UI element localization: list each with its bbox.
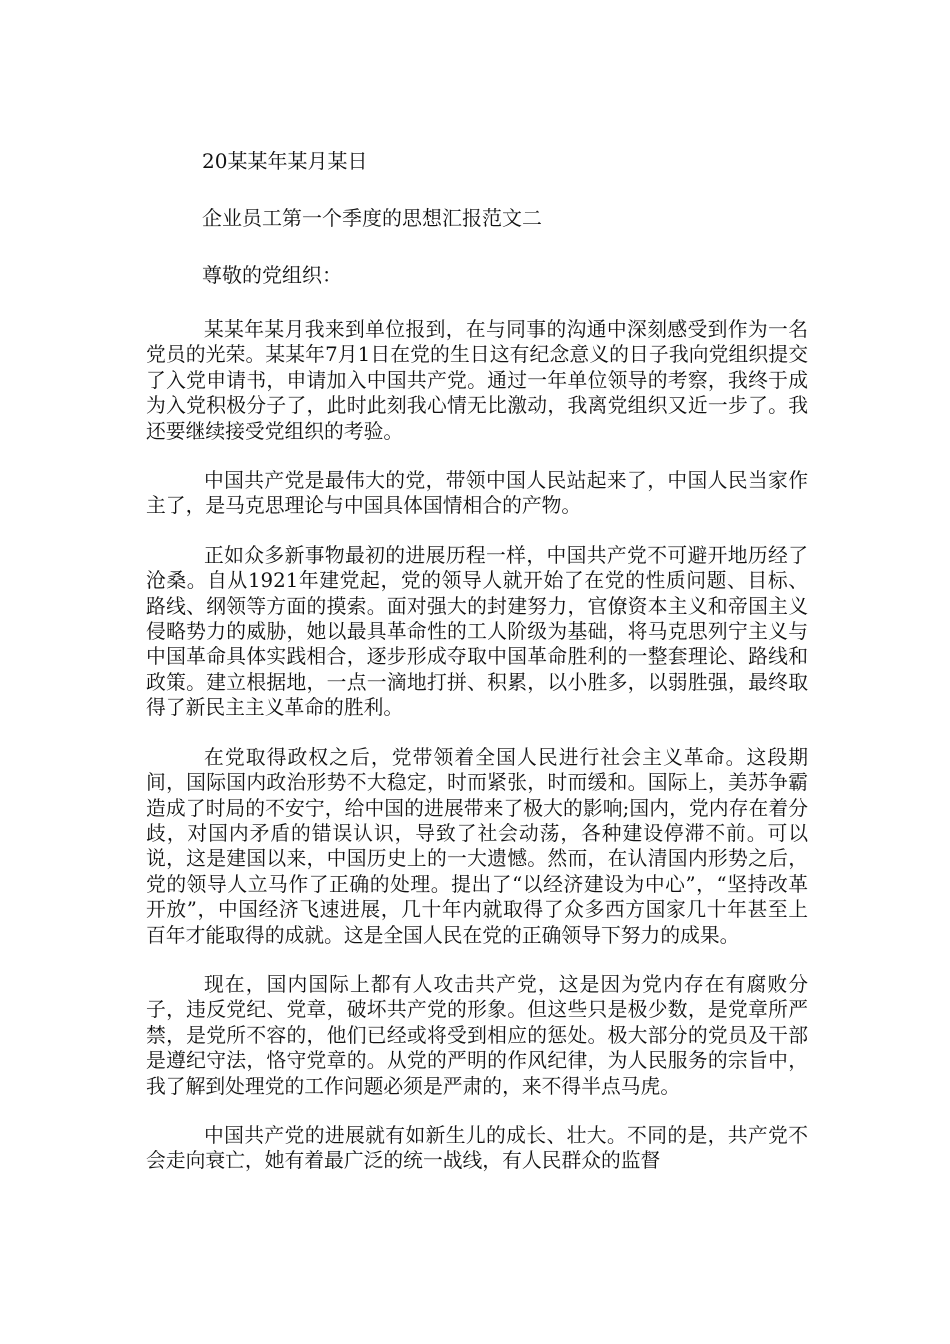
paragraph-2: 中国共产党是最伟大的党，带领中国人民站起来了，中国人民当家作主了，是马克思理论与中国具体国情相合的产物。 — [146, 469, 808, 518]
paragraph-6: 中国共产党的进展就有如新生儿的成长、壮大。不同的是，共产党不会走向衰亡，她有着最广泛的统一战线，有人民群众的监督 — [146, 1123, 808, 1173]
document-title: 企业员工第一个季度的思想汇报范文二 — [202, 206, 542, 230]
paragraph-3: 正如众多新事物最初的进展历程一样，中国共产党不可避开地历经了沧桑。自从1921年建党起，党的领导人就开始了在党的性质问题、目标、路线、纲领等方面的摸索。面对强大的封建努力，官僚资本主义和帝国主义侵略势力的威胁，她以最具革命性的工人阶级为基础，将马克思列宁主义与中国革命具体实践相合，逐步形成夺取中国革命胜利的一整套理论、路线和政策。建立根据地，一点一滴地打拼、积累，以小胜多，以弱胜强，最终取得了新民主主义革命的胜利。 — [146, 543, 808, 720]
salutation: 尊敬的党组织： — [202, 263, 342, 287]
date-line: 20某某年某月某日 — [202, 149, 368, 173]
paragraph-5: 现在，国内国际上都有人攻击共产党，这是因为党内存在有腐败分子，违反党纪、党章，破坏共产党的形象。但这些只是极少数，是党章所严禁，是党所不容的，他们已经或将受到相应的惩处。极大部分的党员及干部是遵纪守法，恪守党章的。从党的严明的作风纪律，为人民服务的宗旨中，我了解到处理党的工作问题必须是严肃的，来不得半点马虎。 — [146, 972, 808, 1098]
document-page — [146, 148, 808, 1344]
paragraph-1: 某某年某月我来到单位报到，在与同事的沟通中深刻感受到作为一名党员的光荣。某某年7月1日在党的生日这有纪念意义的日子我向党组织提交了入党申请书，申请加入中国共产党。通过一年单位领导的考察，我终于成为入党积极分子了，此时此刻我心情无比激动，我离党组织又近一步了。我还要继续接受党组织的考验。 — [146, 318, 808, 443]
paragraph-4: 在党取得政权之后，党带领着全国人民进行社会主义革命。这段期间，国际国内政治形势不大稳定，时而紧张，时而缓和。国际上，美苏争霸造成了时局的不安宁，给中国的进展带来了极大的影响;国内，党内存在着分歧，对国内矛盾的错误认识，导致了社会动荡，各种建设停滞不前。可以说，这是建国以来，中国历史上的一大遗憾。然而，在认清国内形势之后，党的领导人立马作了正确的处理。提出了“以经济建设为中心”，“坚持改革开放”，中国经济飞速进展，几十年内就取得了众多西方国家几十年甚至上百年才能取得的成就。这是全国人民在党的正确领导下努力的成果。 — [146, 745, 808, 947]
